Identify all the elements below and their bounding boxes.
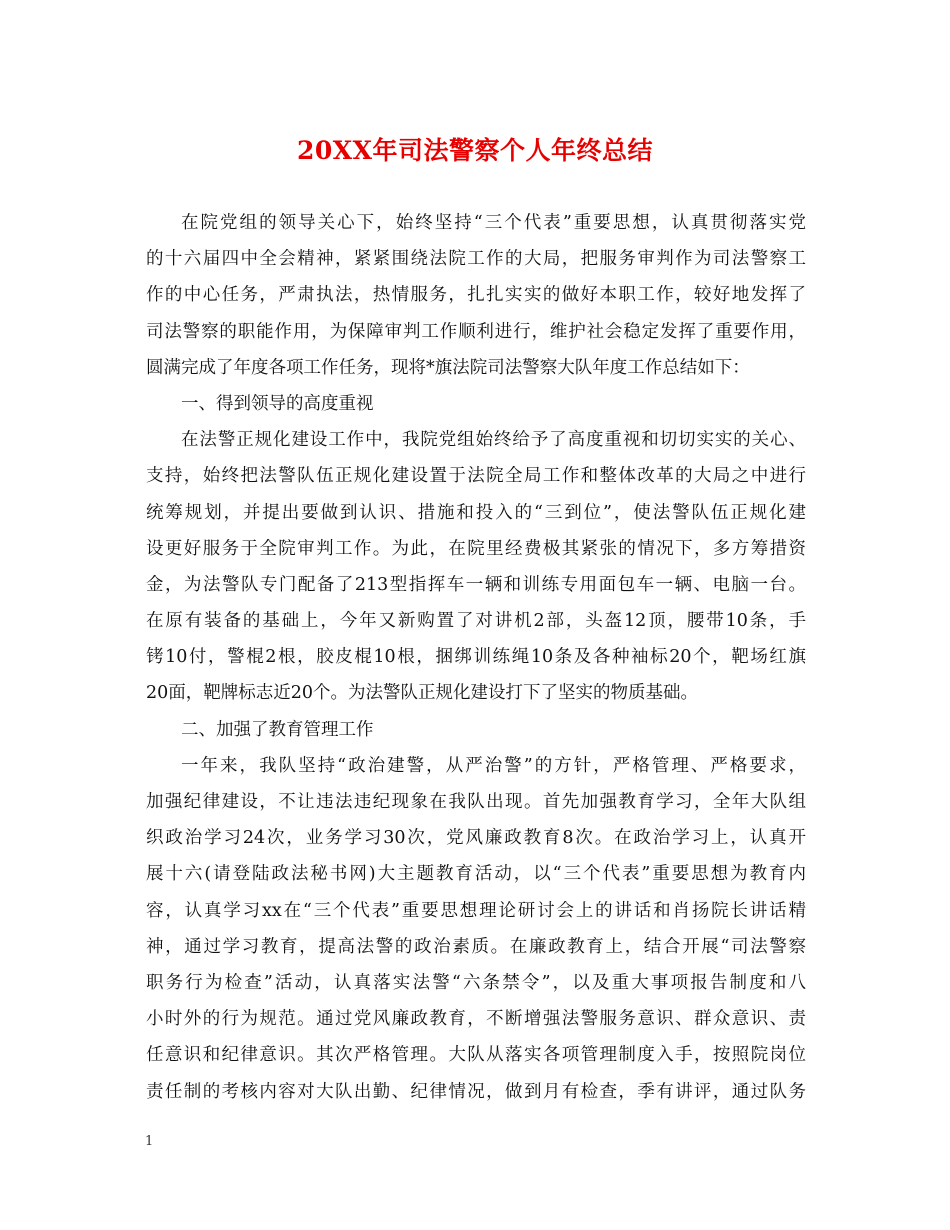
paragraph-line: 神，通过学习教育，提高法警的政治素质。在廉政教育上，结合开展“司法警察 bbox=[146, 936, 806, 957]
paragraph-line: 金，为法警队专门配备了213型指挥车一辆和训练专用面包车一辆、电脑一台。 bbox=[146, 574, 806, 595]
paragraph-line: 设更好服务于全院审判工作。为此，在院里经费极其紧张的情况下，多方筹措资 bbox=[146, 538, 806, 559]
document-body bbox=[146, 205, 806, 1110]
paragraph-line: 一年来，我队坚持“政治建警，从严治警”的方针，严格管理、严格要求， bbox=[181, 755, 806, 776]
paragraph-line: 小时外的行为规范。通过党风廉政教育，不断增强法警服务意识、群众意识、责 bbox=[146, 1009, 806, 1030]
document-title: 20XX年司法警察个人年终总结 bbox=[296, 136, 654, 165]
paragraph-line: 织政治学习24次，业务学习30次，党风廉政教育8次。在政治学习上，认真开 bbox=[146, 828, 806, 849]
paragraph-line: 责任制的考核内容对大队出勤、纪律情况，做到月有检查，季有讲评，通过队务 bbox=[146, 1081, 806, 1102]
paragraph-line: 支持，始终把法警队伍正规化建设置于法院全局工作和整体改革的大局之中进行 bbox=[146, 466, 806, 487]
paragraph-line: 司法警察的职能作用，为保障审判工作顺利进行，维护社会稳定发挥了重要作用， bbox=[146, 321, 806, 342]
paragraph-line: 作的中心任务，严肃执法，热情服务，扎扎实实的做好本职工作，较好地发挥了 bbox=[146, 285, 806, 306]
paragraph-line: 任意识和纪律意识。其次严格管理。大队从落实各项管理制度入手，按照院岗位 bbox=[146, 1045, 806, 1066]
paragraph-line: 职务行为检查”活动，认真落实法警“六条禁令”，以及重大事项报告制度和八 bbox=[146, 972, 806, 993]
paragraph-line: 展十六(请登陆政法秘书网)大主题教育活动，以“三个代表”重要思想为教育内 bbox=[146, 864, 806, 885]
page-number: 1 bbox=[145, 1134, 154, 1149]
paragraph-line: 圆满完成了年度各项工作任务，现将*旗法院司法警察大队年度工作总结如下： bbox=[146, 357, 750, 378]
paragraph-line: 加强纪律建设，不让违法违纪现象在我队出现。首先加强教育学习，全年大队组 bbox=[146, 792, 806, 812]
paragraph-line: 在原有装备的基础上，今年又新购置了对讲机2部，头盔12顶，腰带10条，手 bbox=[146, 611, 806, 632]
paragraph-line: 在法警正规化建设工作中，我院党组始终给予了高度重视和切切实实的关心、 bbox=[181, 430, 806, 451]
paragraph-line: 统筹规划，并提出要做到认识、措施和投入的“三到位”，使法警队伍正规化建 bbox=[146, 502, 806, 523]
paragraph-line: 的十六届四中全会精神，紧紧围绕法院工作的大局，把服务审判作为司法警察工 bbox=[146, 249, 806, 270]
paragraph-line: 铐10付，警棍2根，胶皮棍10根，捆绑训练绳10条及各种袖标20个，靶场红旗 bbox=[146, 647, 806, 668]
paragraph-line: 在院党组的领导关心下，始终坚持“三个代表”重要思想，认真贯彻落实党 bbox=[181, 213, 806, 233]
section-heading: 一、得到领导的高度重视 bbox=[181, 393, 374, 414]
paragraph-line: 20面，靶牌标志近20个。为法警队正规化建设打下了坚实的物质基础。 bbox=[146, 683, 699, 704]
paragraph-line: 容，认真学习xx在“三个代表”重要思想理论研讨会上的讲话和肖扬院长讲话精 bbox=[146, 900, 806, 921]
section-heading: 二、加强了教育管理工作 bbox=[181, 719, 374, 740]
